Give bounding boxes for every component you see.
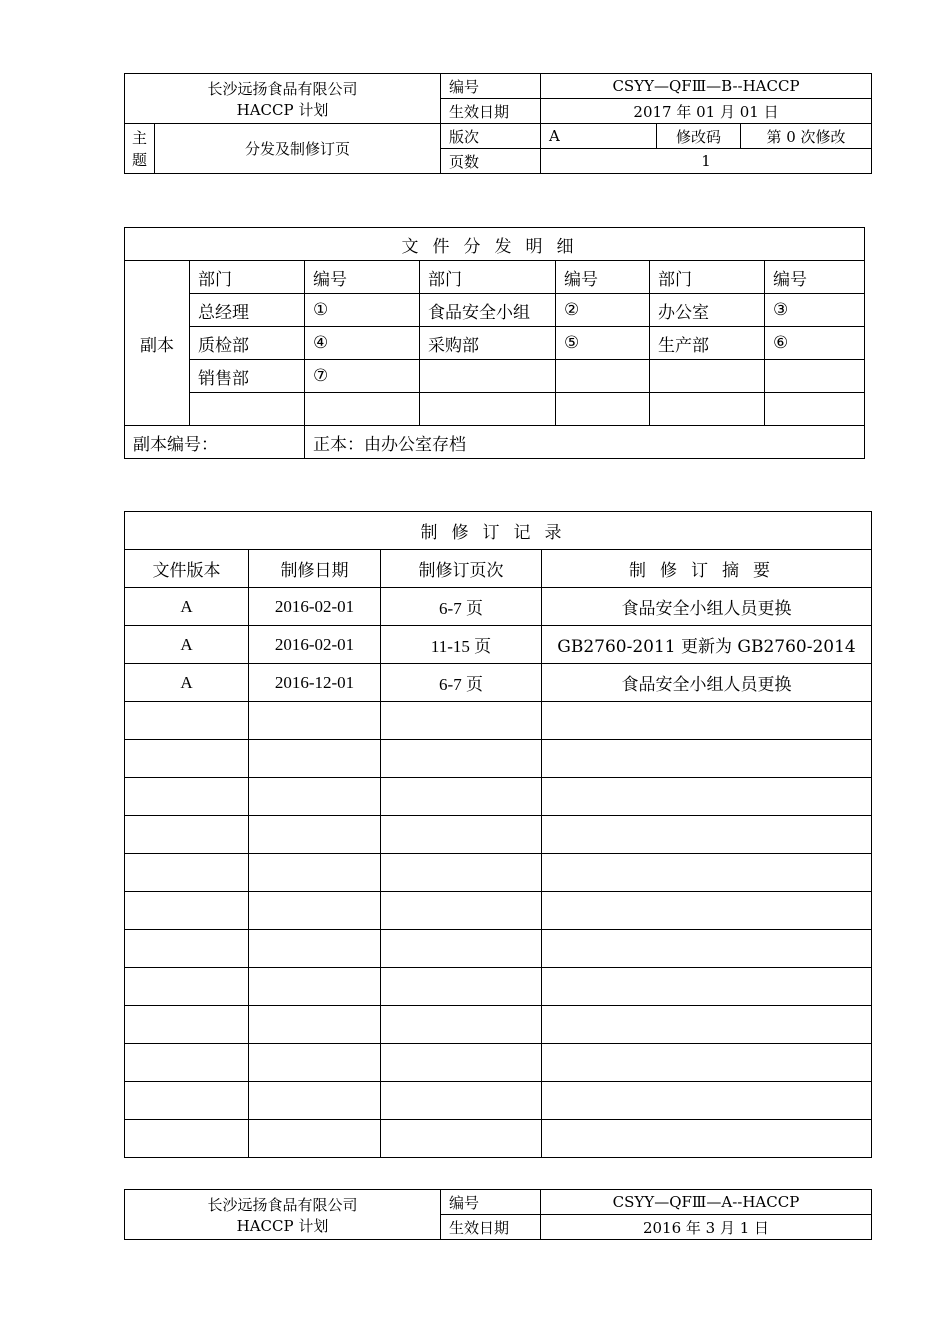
- header-date: 制修日期: [249, 550, 381, 588]
- footer-code-label: 编号: [441, 1190, 541, 1215]
- header-date-value: 2017 年 01 月 01 日: [541, 99, 872, 124]
- revision-empty-row: [125, 1006, 872, 1044]
- revision-empty-row: [125, 892, 872, 930]
- rev-pages: 11-15 页: [381, 626, 542, 664]
- header-topic-value: 分发及制修订页: [155, 124, 441, 174]
- rev-version: A: [125, 664, 249, 702]
- original-note: 正本：由办公室存档: [305, 426, 865, 459]
- header-company-cell: [125, 74, 441, 124]
- header-pages: 制修订页次: [381, 550, 542, 588]
- footer-company: 长沙远扬食品有限公司: [207, 1195, 358, 1214]
- header-revcode-value: 第 0 次修改: [741, 124, 872, 149]
- num-cell: ④: [305, 327, 420, 360]
- distribution-row: [125, 294, 865, 327]
- copy-number-label: 副本编号：: [125, 426, 305, 459]
- revision-row: [125, 626, 872, 664]
- header-table: [124, 73, 872, 174]
- footer-code-value: CSYY—QFⅢ—A--HACCP: [541, 1190, 872, 1215]
- empty-cell: [420, 393, 556, 426]
- revision-row: [125, 664, 872, 702]
- header-code-value: CSYY—QFⅢ—B--HACCP: [541, 74, 872, 99]
- dept-cell: 采购部: [420, 327, 556, 360]
- header-code-label: 编号: [441, 74, 541, 99]
- num-cell: ⑤: [556, 327, 650, 360]
- footer-date-value: 2016 年 3 月 1 日: [541, 1215, 872, 1240]
- col-num-3: 编号: [765, 261, 865, 294]
- rev-version: A: [125, 626, 249, 664]
- distribution-table: [124, 227, 865, 459]
- header-topic-char-1: 主: [131, 128, 147, 147]
- num-cell: ⑦: [305, 360, 420, 393]
- rev-summary: GB2760-2011 更新为 GB2760-2014: [542, 626, 872, 664]
- revision-empty-row: [125, 740, 872, 778]
- revision-empty-row: [125, 702, 872, 740]
- distribution-empty-row: [125, 393, 865, 426]
- dept-cell: 生产部: [650, 327, 765, 360]
- revision-table: [124, 511, 872, 1158]
- header-pages-value: 1: [541, 149, 872, 174]
- dept-cell: 总经理: [190, 294, 305, 327]
- revision-title: 制修订记录: [125, 512, 872, 550]
- dept-cell: [650, 360, 765, 393]
- revision-row: [125, 588, 872, 626]
- dept-cell: 质检部: [190, 327, 305, 360]
- col-dept-3: 部门: [650, 261, 765, 294]
- revision-empty-row: [125, 968, 872, 1006]
- header-company: 长沙远扬食品有限公司: [207, 79, 358, 98]
- header-pages-label: 页数: [441, 149, 541, 174]
- revision-empty-row: [125, 1082, 872, 1120]
- revision-empty-row: [125, 816, 872, 854]
- num-cell: ②: [556, 294, 650, 327]
- header-summary: 制修订摘要: [542, 550, 872, 588]
- num-cell: ①: [305, 294, 420, 327]
- rev-date: 2016-12-01: [249, 664, 381, 702]
- empty-cell: [650, 393, 765, 426]
- rev-date: 2016-02-01: [249, 626, 381, 664]
- footer-plan: HACCP 计划: [236, 1216, 329, 1235]
- num-cell: [556, 360, 650, 393]
- revision-empty-row: [125, 1044, 872, 1082]
- empty-cell: [765, 393, 865, 426]
- empty-cell: [190, 393, 305, 426]
- revision-empty-row: [125, 1120, 872, 1158]
- header-version: 文件版本: [125, 550, 249, 588]
- rev-summary: 食品安全小组人员更换: [542, 588, 872, 626]
- header-version-label: 版次: [441, 124, 541, 149]
- revision-empty-row: [125, 778, 872, 816]
- dept-cell: 办公室: [650, 294, 765, 327]
- col-dept-2: 部门: [420, 261, 556, 294]
- rev-date: 2016-02-01: [249, 588, 381, 626]
- rev-pages: 6-7 页: [381, 664, 542, 702]
- revision-empty-row: [125, 854, 872, 892]
- dept-cell: [420, 360, 556, 393]
- header-version-value: A: [541, 124, 657, 149]
- header-topic-char-2: 题: [131, 150, 147, 169]
- col-num-2: 编号: [556, 261, 650, 294]
- col-dept-1: 部门: [190, 261, 305, 294]
- copy-label: 副本: [125, 261, 190, 426]
- footer-table: [124, 1189, 872, 1240]
- revision-empty-row: [125, 930, 872, 968]
- num-cell: [765, 360, 865, 393]
- num-cell: ③: [765, 294, 865, 327]
- footer-date-label: 生效日期: [441, 1215, 541, 1240]
- distribution-title: 文件分发明细: [125, 228, 865, 261]
- dept-cell: 销售部: [190, 360, 305, 393]
- col-num-1: 编号: [305, 261, 420, 294]
- distribution-row: [125, 360, 865, 393]
- footer-company-cell: [125, 1190, 441, 1240]
- header-topic-label: [125, 124, 155, 174]
- rev-version: A: [125, 588, 249, 626]
- dept-cell: 食品安全小组: [420, 294, 556, 327]
- distribution-row: [125, 327, 865, 360]
- rev-summary: 食品安全小组人员更换: [542, 664, 872, 702]
- num-cell: ⑥: [765, 327, 865, 360]
- header-plan: HACCP 计划: [236, 100, 329, 119]
- header-date-label: 生效日期: [441, 99, 541, 124]
- rev-pages: 6-7 页: [381, 588, 542, 626]
- empty-cell: [305, 393, 420, 426]
- empty-cell: [556, 393, 650, 426]
- header-revcode-label: 修改码: [657, 124, 741, 149]
